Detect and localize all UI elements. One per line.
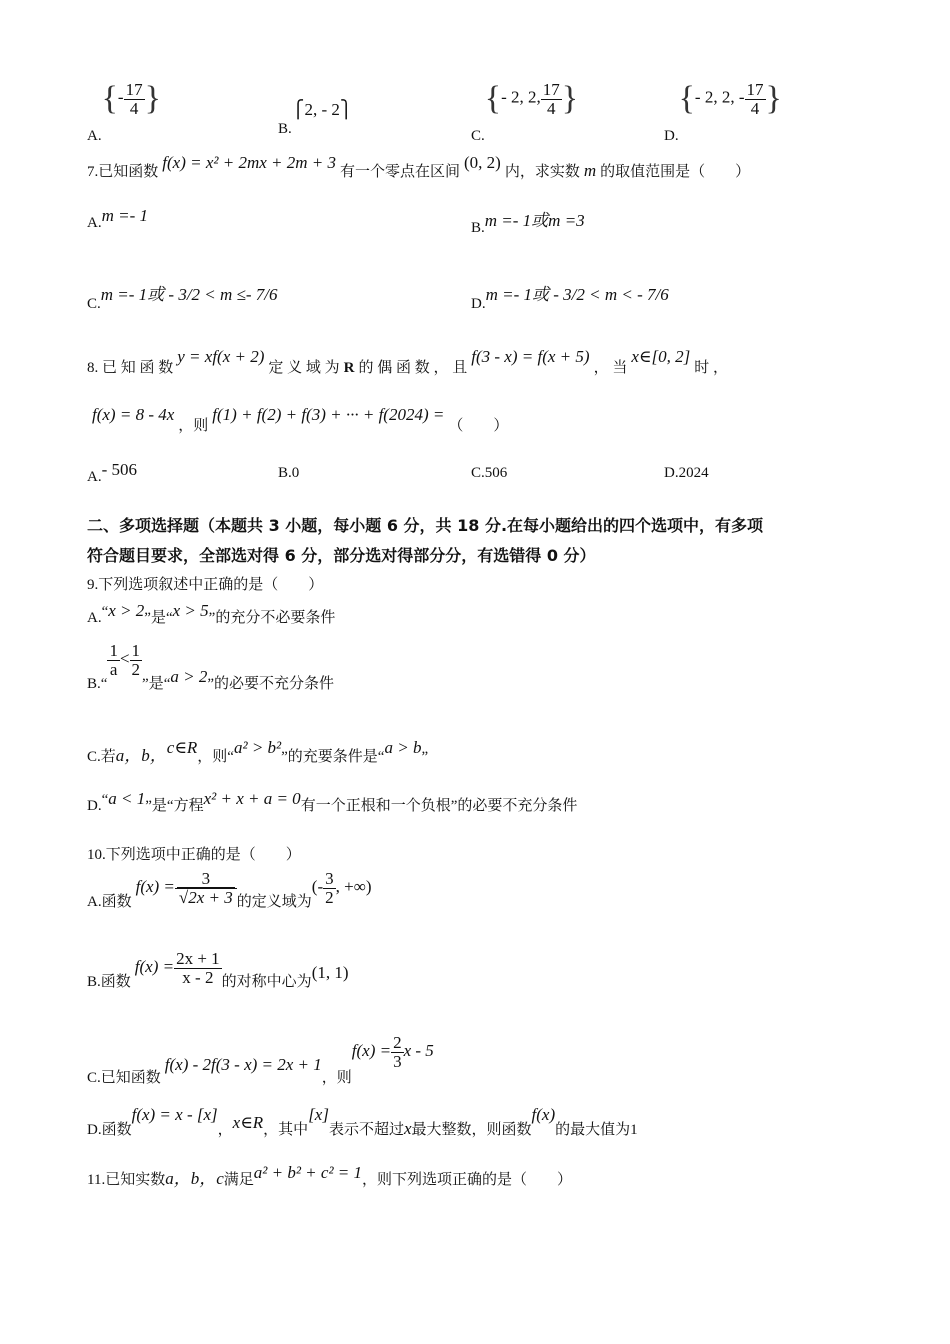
q8-option-a: A.- 506 <box>87 460 138 485</box>
q8-option-b: B.0 <box>278 465 300 481</box>
option-label: C. <box>471 128 485 145</box>
q9-option-b: B.“ $\frac{1}{a}$ < $\frac{1}{2}$ ”是“a > 2”的必要不充分条件 <box>87 641 335 693</box>
section-heading-line1: 二、多项选择题（本题共 3 小题，每小题 6 分，共 18 分.在每小题给出的四个选项中，有多项 <box>87 516 764 535</box>
q7-option-c: C.m =- 1或 - 3/2 < m ≤- 7/6 <box>87 285 278 312</box>
q8-stem-line1: 8. 已 知 函 数 y = xf(x + 2) 定 义 域 为 R 的 偶 函 数 ， 且 f(3 - x) = f(x + 5) ， 当 x∈[0, 2] 时 ， <box>87 347 728 376</box>
q11-stem: 11.已知实数a，b，c满足a² + b² + c² = 1，则下列选项正确的是（ ） <box>87 1163 573 1188</box>
q8-option-d: D.2024 <box>664 465 709 481</box>
q6-option-c: C.{- 2, 2, $\frac{17}{4}$ } <box>471 79 579 145</box>
q10-option-a: A.函数 f(x) = $\frac{3}{√2x + 3}$ 的定义域为(- $\frac{3}{2}$ , +∞) <box>87 869 372 911</box>
q7-function: f(x) = x² + 2mx + 2m + 3 <box>162 153 336 172</box>
option-label: B. <box>278 121 292 137</box>
q6-option-a: A.{- $\frac{17}{4}$ } <box>87 79 161 145</box>
q7-option-a: A.m =- 1 <box>87 206 149 231</box>
q8-option-c: C.506 <box>471 465 508 481</box>
q10-option-b: B.函数 f(x) = $\frac{2x + 1}{x - 2}$ 的对称中心为(1, 1) <box>87 949 349 991</box>
q9-stem: 9.下列选项叙述中正确的是（ ） <box>87 577 324 593</box>
q9-option-a: A.“x > 2”是“x > 5”的充分不必要条件 <box>87 601 336 626</box>
q10-stem: 10.下列选项中正确的是（ ） <box>87 847 301 863</box>
option-label: D. <box>664 128 679 145</box>
option-label: A. <box>87 128 102 145</box>
q10-option-d: D.函数f(x) = x - [x]，x∈R，其中[x]表示不超过x最大整数，则函数f(x)的最大值为1 <box>87 1105 638 1138</box>
q7-option-d: D.m =- 1或 - 3/2 < m < - 7/6 <box>471 285 669 312</box>
q8-stem-line2: f(x) = 8 - 4x ，则 f(1) + f(2) + f(3) + ··· + f(2024) = （ ） <box>92 405 509 434</box>
q10-option-c: C.已知函数 f(x) - 2f(3 - x) = 2x + 1，则f(x) = $\frac{2}{3}$ x - 5 <box>87 1033 434 1087</box>
q7-stem: 7.已知函数 f(x) = x² + 2mx + 2m + 3 有一个零点在区间 (0, 2) 内，求实数 m 的取值范围是（ ） <box>87 153 751 180</box>
section-heading-line2: 符合题目要求，全部选对得 6 分，部分选对得部分分，有选错得 0 分） <box>87 546 596 565</box>
q9-option-d: D.“a < 1”是“方程x² + x + a = 0有一个正根和一个负根”的必要不充分条件 <box>87 789 578 814</box>
q9-option-c: C.若a，b，c∈R，则“a² > b²”的充要条件是“a > b” <box>87 738 429 765</box>
q7-option-b: B.m =- 1或m =3 <box>471 211 585 236</box>
q6-option-d: D.{- 2, 2, - $\frac{17}{4}$ } <box>664 79 782 145</box>
q6-option-b: B.⎧2, - 2⎫ <box>278 100 353 137</box>
